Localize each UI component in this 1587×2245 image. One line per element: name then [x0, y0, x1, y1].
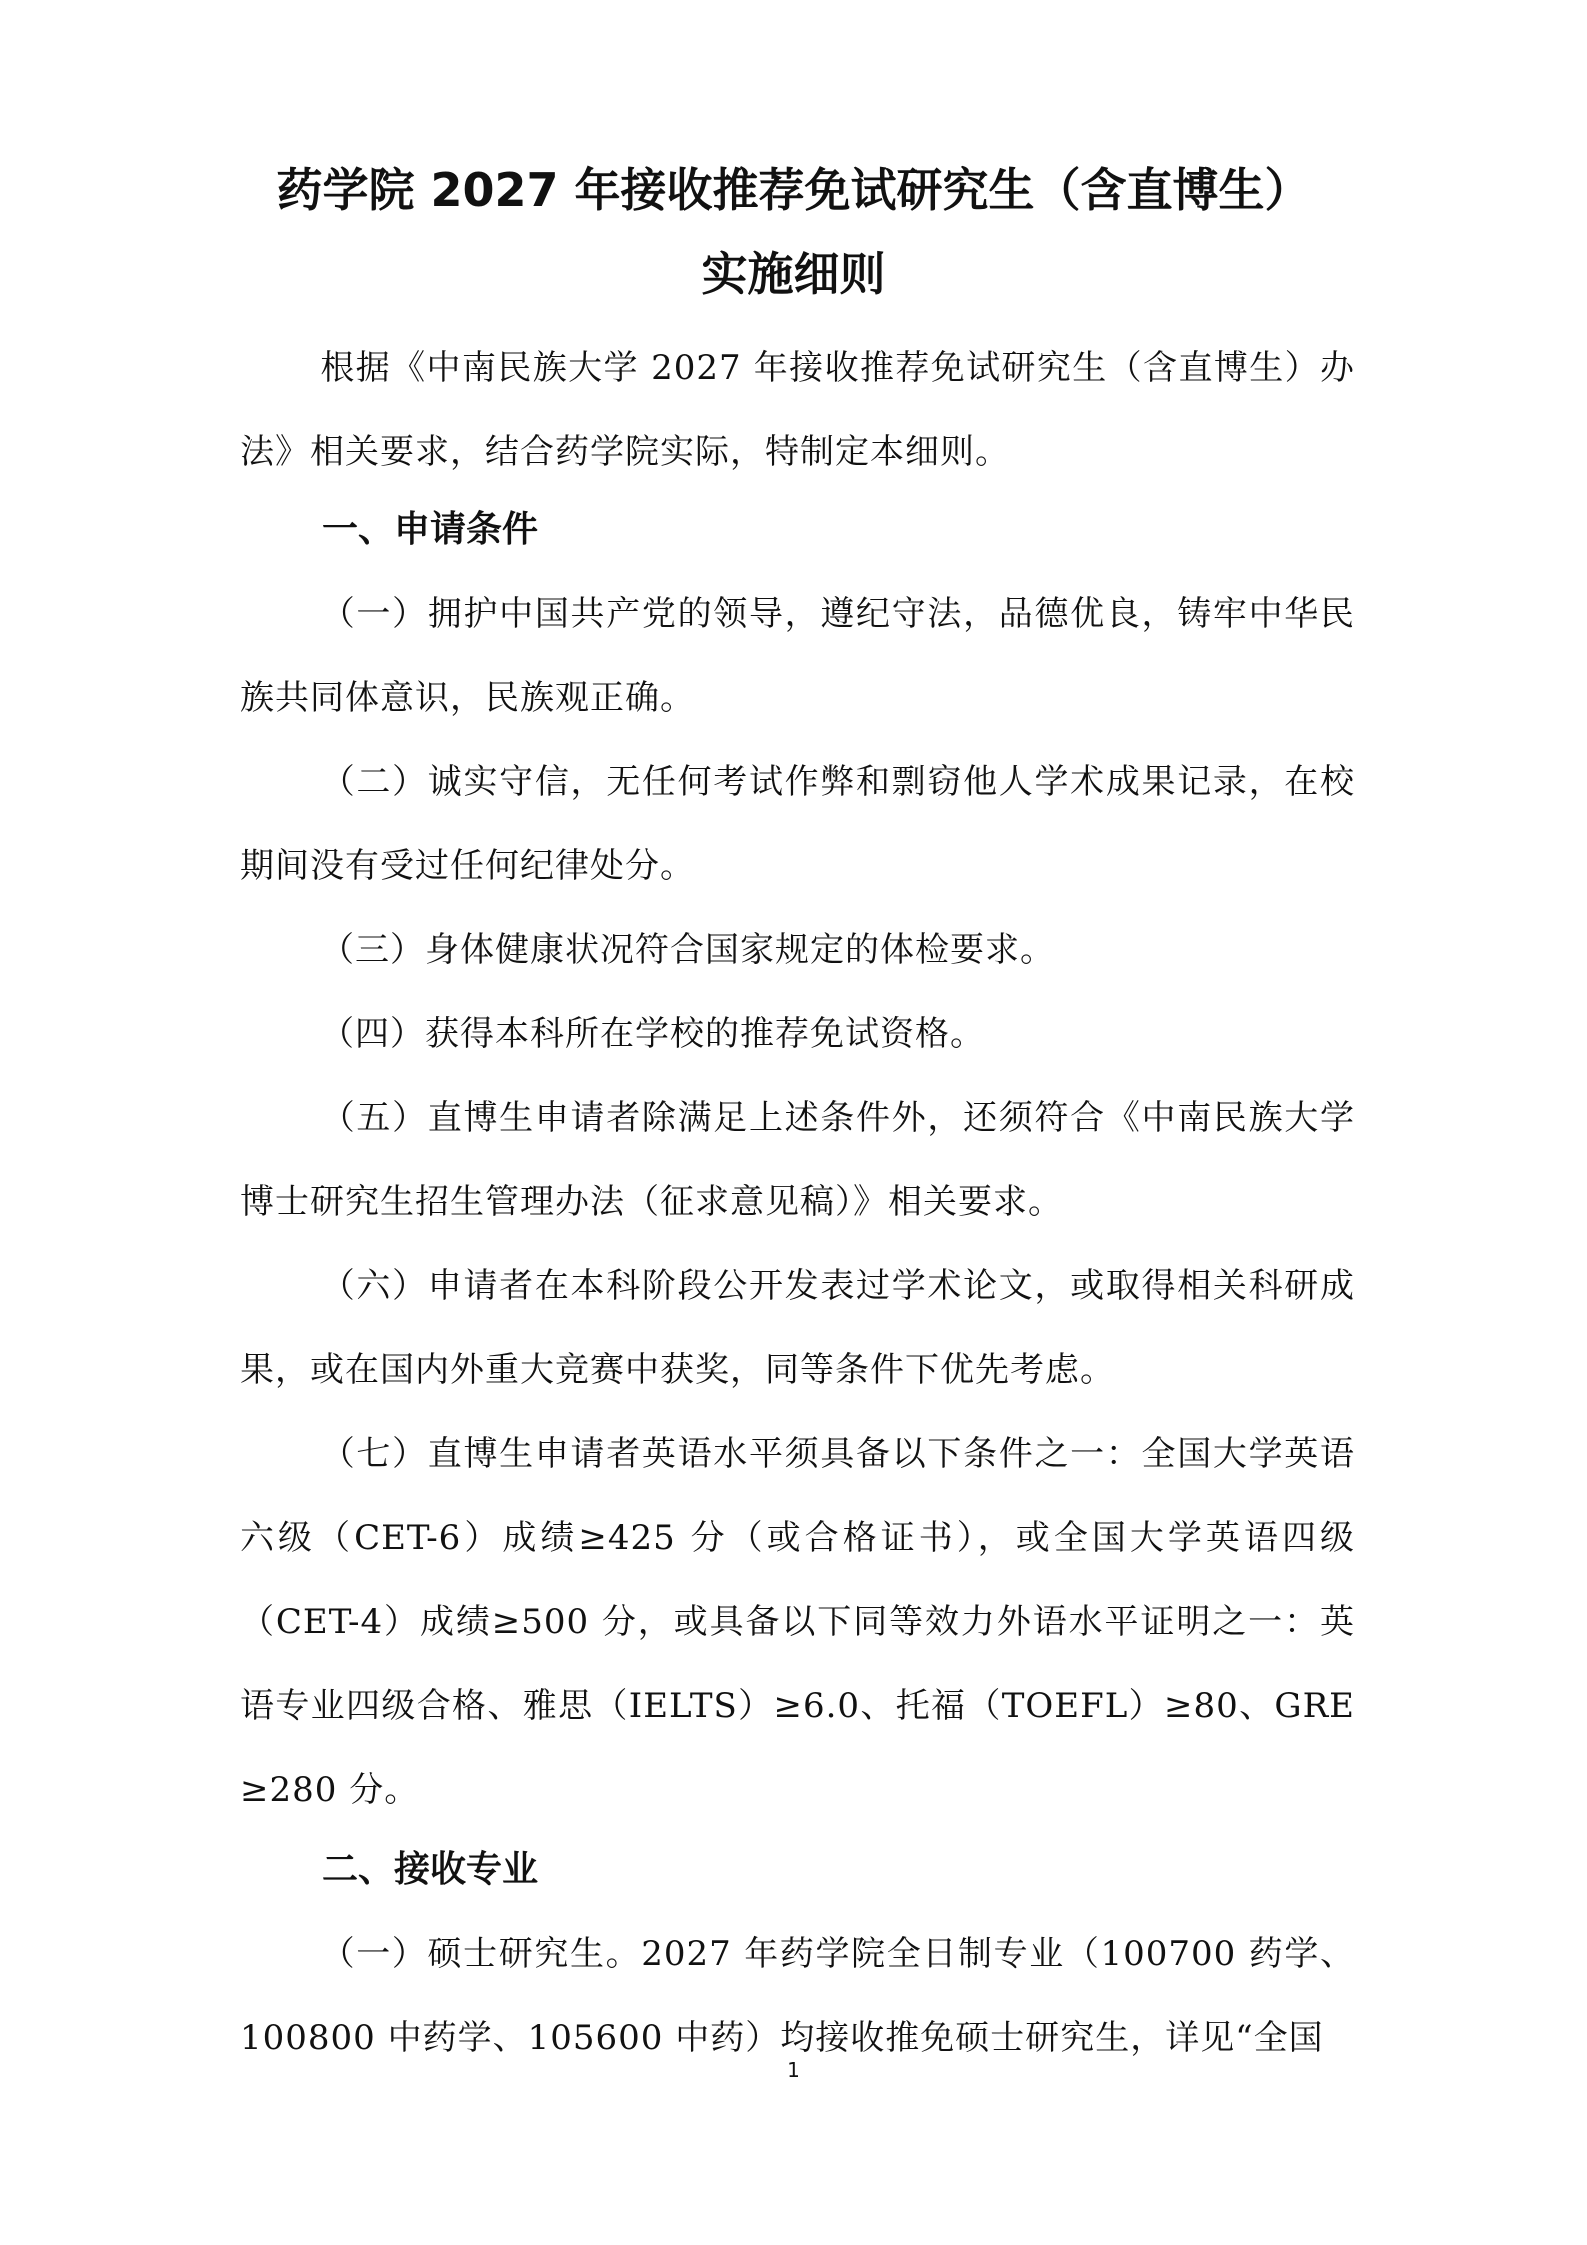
document-title-line2: 实施细则: [701, 247, 886, 301]
section1-item-6: [240, 1244, 1355, 1412]
section1-item-2-text: （二）诚实守信，无任何考试作弊和剽窃他人学术成果记录，在校期间没有受过任何纪律处分。: [240, 762, 1355, 886]
section1-item-7-text: （七）直博生申请者英语水平须具备以下条件之一：全国大学英语六级（CET-6）成绩≥425 分（或合格证书），或全国大学英语四级（CET-4）成绩≥500 分，或具备以下同等效力外语水平证明之一：英语专业四级合格、雅思（IELTS）≥6.0、托福（TOEFL）≥80、GRE ≥280 分。: [240, 1434, 1355, 1810]
page-number: 1: [787, 2058, 800, 2082]
section1-item-1-text: （一）拥护中国共产党的领导，遵纪守法，品德优良，铸牢中华民族共同体意识，民族观正确。: [240, 594, 1355, 718]
section1-item-3: [240, 908, 1355, 992]
section1-item-4: [240, 992, 1355, 1076]
section2-item-1: [240, 1912, 1355, 2080]
document-title-line1: 药学院 2027 年接收推荐免试研究生（含直博生）: [276, 163, 1311, 217]
section1-item-5-text: （五）直博生申请者除满足上述条件外，还须符合《中南民族大学博士研究生招生管理办法（征求意见稿）》相关要求。: [240, 1098, 1355, 1222]
section2-item-1-text: （一）硕士研究生。2027 年药学院全日制专业（100700 药学、100800 中药学、105600 中药）均接收推免硕士研究生，详见“全国: [240, 1934, 1355, 2058]
section1-item-4-text: （四）获得本科所在学校的推荐免试资格。: [320, 1014, 985, 1054]
intro-text: 根据《中南民族大学 2027 年接收推荐免试研究生（含直博生）办法》相关要求，结合药学院实际，特制定本细则。: [240, 348, 1355, 472]
section1-item-5: [240, 1076, 1355, 1244]
section1-item-1: [240, 572, 1355, 740]
intro-paragraph: [240, 326, 1355, 494]
section1-item-3-text: （三）身体健康状况符合国家规定的体检要求。: [320, 930, 1055, 970]
section1-item-2: [240, 740, 1355, 908]
section1-item-6-text: （六）申请者在本科阶段公开发表过学术论文，或取得相关科研成果，或在国内外重大竞赛中获奖，同等条件下优先考虑。: [240, 1266, 1355, 1390]
section1-item-7: [240, 1412, 1355, 1832]
section2-heading: 二、接收专业: [322, 1849, 539, 1890]
section1-heading: 一、申请条件: [322, 509, 539, 550]
